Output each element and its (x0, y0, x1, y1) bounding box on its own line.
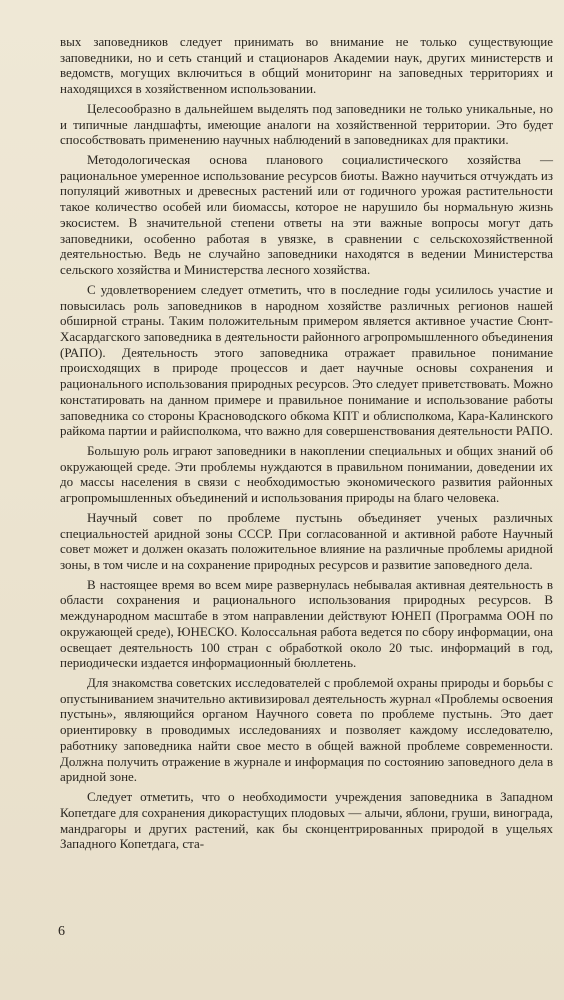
body-text (60, 34, 553, 856)
paragraph: В настоящее время во всем мире развернулась небывалая активная деятельность в области сохранения и рационального использования природных ресурсов. В международном масштабе в этом направлении действуют ЮНЕП (Программа ООН по окружающей среде), ЮНЕСКО. Колоссальная работа ведется по сбору информации, она освещает деятельность 100 стран с обработкой около 20 тыс. информаций в год, периодически издается информационный бюллетень. (60, 576, 553, 671)
paragraph: С удовлетворением следует отметить, что в последние годы усилилось участие и повысилась роль заповедников в народном хозяйстве различных регионов нашей обширной страны. Таким положительным примером является активное участие Сюнт-Хасардагского заповедника в деятельности районного агропромышленного объединения (РАПО). Деятельность этого заповедника отражает правильное понимание происходящих в природе процессов и дает научные основы сохранения и рационального использования природных ресурсов. Это следует приветствовать. Можно констатировать на данном примере и правильное понимание и использование работы заповедника со стороны Красноводского обкома КПТ и облисполкома, Кара-Калинского райкома партии и райисполкома, что важно для совершенствования деятельности РАПО. (60, 281, 554, 439)
paragraph: Целесообразно в дальнейшем выделять под заповедники не только уникальные, но и типичные ландшафты, имеющие аналоги на хозяйственной территории. Это будет способствовать применению научных наблюдений в заповедниках для практики. (60, 100, 553, 148)
paragraph-continued: вых заповедников следует принимать во внимание не только существующие заповедники, но и сеть станций и стационаров Академии наук, других министерств и ведомств, могущих включиться в общий мониторинг на заповедных территориях и находящихся в хозяйственном использовании. (60, 34, 553, 97)
paragraph: Научный совет по проблеме пустынь объединяет ученых различных специальностей аридной зоны СССР. При согласованной и активной работе Научный совет может и должен оказать положительное влияние на различные проблемы аридной зоны, в том числе и на сохранение природных ресурсов и развитие заповедного дела. (60, 509, 553, 572)
paragraph: Следует отметить, что о необходимости учреждения заповедника в Западном Копетдаге для сохранения дикорастущих плодовых — алычи, яблони, груши, винограда, мандрагоры и других растений, как бы сконцентрированных природой в ущельях Западного Копетдага, ста- (60, 789, 553, 852)
page-number: 6 (58, 924, 65, 939)
paragraph: Большую роль играют заповедники в накоплении специальных и общих знаний об окружающей среде. Эти проблемы нуждаются в правильном понимании, доведении их до массы населения в связи с необходимостью экономического развития районных агропромышленных объединений и использования природы на благо человека. (60, 442, 553, 506)
paragraph: Для знакомства советских исследователей с проблемой охраны природы и борьбы с опустыниванием значительно активизировал деятельность журнал «Проблемы освоения пустынь», являющийся органом Научного совета по проблеме пустынь. Это дает ориентировку в проводимых исследованиях и позволяет каждому исследователю, работнику заповедника найти свое место в общей важной проблеме современности. Должна получить отражение в журнале и информация по состоянию заповедного дела в аридной зоне. (60, 675, 553, 785)
paragraph: Методологическая основа планового социалистического хозяйства — рациональное умеренное использование ресурсов биоты. Важно научиться отчуждать из популяций животных и древесных растений или от годичного урожая растительности такое количество особей или биомассы, которое не нарушило бы нормальную жизнь экосистем. В значительной степени ответы на эти важные вопросы могут дать заповедники, особенно работая в увязке, в сравнении с сельскохозяйственной деятельностью. Ведь не случайно заповедники находятся в ведении Министерства сельского хозяйства и Министерства лесного хозяйства. (60, 152, 553, 278)
